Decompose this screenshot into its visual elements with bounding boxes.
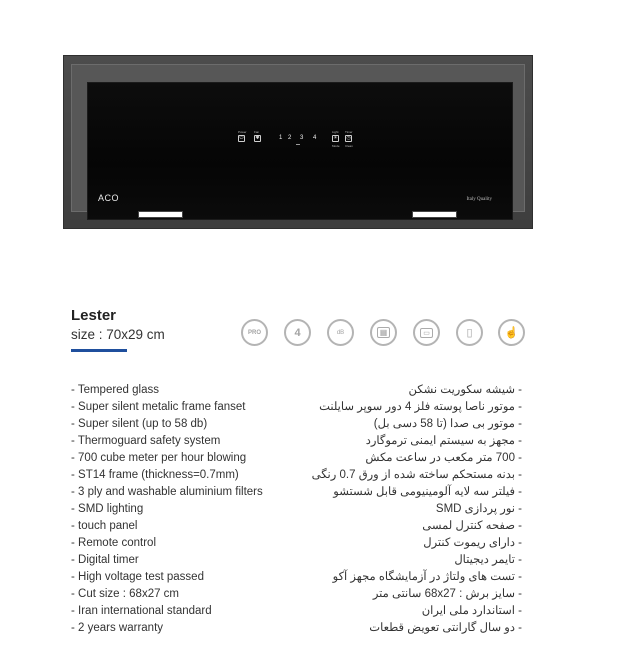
spec-en-item: - Digital timer <box>71 554 139 566</box>
aco-logo: ACO <box>98 193 120 203</box>
spec-en-item: - Super silent (up to 58 db) <box>71 418 208 430</box>
spec-en-item: - Cut size : 68x27 cm <box>71 588 180 600</box>
mode-label: Mode <box>332 144 340 148</box>
spec-en-item: - 2 years warranty <box>71 622 164 634</box>
italy-quality-text: Italy Quality <box>466 197 492 202</box>
spec-en-item: - 700 cube meter per hour blowing <box>71 452 247 464</box>
spec-fa-item: - 700 متر مکعب در ساعت مکش <box>365 452 522 464</box>
power-label: Power <box>238 130 247 134</box>
clean-label: Clean <box>345 144 353 148</box>
product-name: Lester <box>71 307 117 324</box>
spec-en-item: - SMD lighting <box>71 503 144 515</box>
level-4: 4 <box>313 135 317 141</box>
touch-panel-icon: ☝ <box>498 319 525 346</box>
title-underline <box>71 349 127 352</box>
spec-fa-item: - شیشه سکوریت نشکن <box>408 384 522 396</box>
spec-fa-item: - صفحه کنترل لمسی <box>422 520 522 532</box>
spec-fa-item: - موتور بی صدا (تا 58 دسی بل) <box>373 418 522 430</box>
spec-en-item: - Super silent metalic frame fanset <box>71 401 246 413</box>
timer-label: Timer <box>345 130 353 134</box>
spec-fa-item: - سایز برش : 68x27 سانتی متر <box>372 588 522 600</box>
product-size: size : 70x29 cm <box>71 327 165 342</box>
spec-fa-item: - دو سال گارانتی تعویض قطعات <box>369 622 522 634</box>
level-2: 2 <box>288 135 292 141</box>
spec-en-item: - 3 ply and washable aluminium filters <box>71 486 263 498</box>
spec-en-item: - Thermoguard safety system <box>71 435 221 447</box>
spec-fa-item: - دارای ریموت کنترل <box>423 537 522 549</box>
pro-badge-icon: PRO <box>241 319 268 346</box>
hood-glass-panel <box>87 82 513 220</box>
fan-icon: ✱ <box>255 135 260 141</box>
led-light-right <box>412 211 457 218</box>
spec-en-item: - Tempered glass <box>71 384 159 396</box>
level-1: 1 <box>279 135 283 141</box>
timer-icon: ◷ <box>346 135 351 141</box>
spec-fa-item: - تست های ولتاژ در آزمایشگاه مجهز آکو <box>332 571 522 583</box>
light-icon: ☀ <box>333 135 338 141</box>
spec-fa-item: - تایمر دیجیتال <box>454 554 522 566</box>
light-label: Light <box>332 130 339 134</box>
fan-label: Fan <box>254 130 260 134</box>
spec-fa-item: - نور پردازی SMD <box>435 503 522 515</box>
range-hood-image <box>63 55 533 229</box>
spec-en-item: - ST14 frame (thickness=0.7mm) <box>71 469 239 481</box>
spec-en-item: - touch panel <box>71 520 138 532</box>
spec-fa-item: - فیلتر سه لایه آلومینیومی قابل شستشو <box>333 486 522 498</box>
power-icon: ⏻ <box>239 135 244 141</box>
specs-english <box>71 382 321 637</box>
feature-icons <box>241 319 525 349</box>
remote-control-icon: ▯ <box>456 319 483 346</box>
decibel-icon: dB <box>327 319 354 346</box>
specs-persian <box>290 382 522 637</box>
spec-fa-item: - استاندارد ملی ایران <box>421 605 522 617</box>
level-indicator <box>296 144 300 145</box>
led-light-icon: ▭ <box>413 319 440 346</box>
spec-en-item: - High voltage test passed <box>71 571 204 583</box>
level-3: 3 <box>300 135 304 141</box>
spec-en-item: - Iran international standard <box>71 605 212 617</box>
four-speed-icon: 4 <box>284 319 311 346</box>
spec-fa-item: - مجهز به سیستم ایمنی ترموگارد <box>365 435 522 447</box>
spec-fa-item: - بدنه مستحکم ساخته شده از ورق 0.7 رنگی <box>311 469 522 481</box>
spec-en-item: - Remote control <box>71 537 157 549</box>
spec-fa-item: - موتور ناصا پوسته فلز 4 دور سوپر سایلنت <box>319 401 522 413</box>
led-light-left <box>138 211 183 218</box>
filter-icon: ▦ <box>370 319 397 346</box>
